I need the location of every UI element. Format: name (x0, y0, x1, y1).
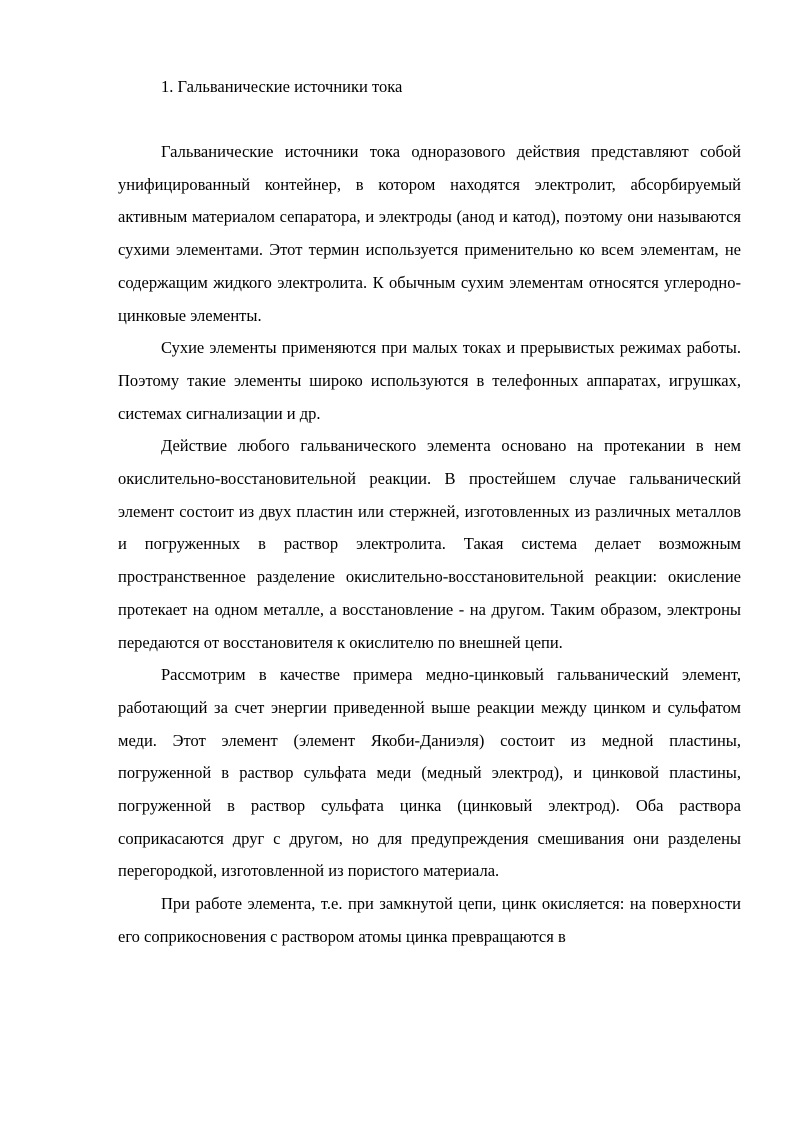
paragraph-zinc-oxidation: При работе элемента, т.е. при замкнутой цепи, цинк окисляется: на поверхности его соприкосновения с раствором атомы цинка превращаются в (118, 894, 741, 946)
section-heading: 1. Гальванические источники тока (161, 77, 403, 96)
paragraph-daniell-cell: Рассмотрим в качестве примера медно-цинковый гальванический элемент, работающий за счет энергии приведенной выше реакции между цинком и сульфатом меди. Этот элемент (элемент Якоби-Даниэля) состоит из медной пластины, погруженной в раствор сульфата меди (медный электрод), и цинковой пластины, погруженной в раствор сульфата цинка (цинковый электрод). Оба раствора соприкасаются друг с другом, но для предупреждения смешивания они разделены перегородкой, изготовленной из пористого материала. (118, 665, 741, 881)
paragraph-applications: Сухие элементы применяются при малых токах и прерывистых режимах работы. Поэтому такие элементы широко используются в телефонных аппаратах, игрушках, системах сигнализации и др. (118, 338, 741, 423)
paragraph-redox-principle: Действие любого гальванического элемента основано на протекании в нем окислительно-восстановительной реакции. В простейшем случае гальванический элемент состоит из двух пластин или стержней, изготовленных из различных металлов и погруженных в раствор электролита. Такая система делает возможным пространственное разделение окислительно-восстановительной реакции: окисление протекает на одном металле, а восстановление - на другом. Таким образом, электроны передаются от восстановителя к окислителю по внешней цепи. (118, 436, 741, 652)
body-text (118, 136, 741, 954)
paragraph-dry-cells: Гальванические источники тока одноразового действия представляют собой унифицированный контейнер, в котором находятся электролит, абсорбируемый активным материалом сепаратора, и электроды (анод и катод), поэтому они называются сухими элементами. Этот термин используется применительно ко всем элементам, не содержащим жидкого электролита. К обычным сухим элементам относятся углеродно-цинковые элементы. (118, 142, 741, 325)
